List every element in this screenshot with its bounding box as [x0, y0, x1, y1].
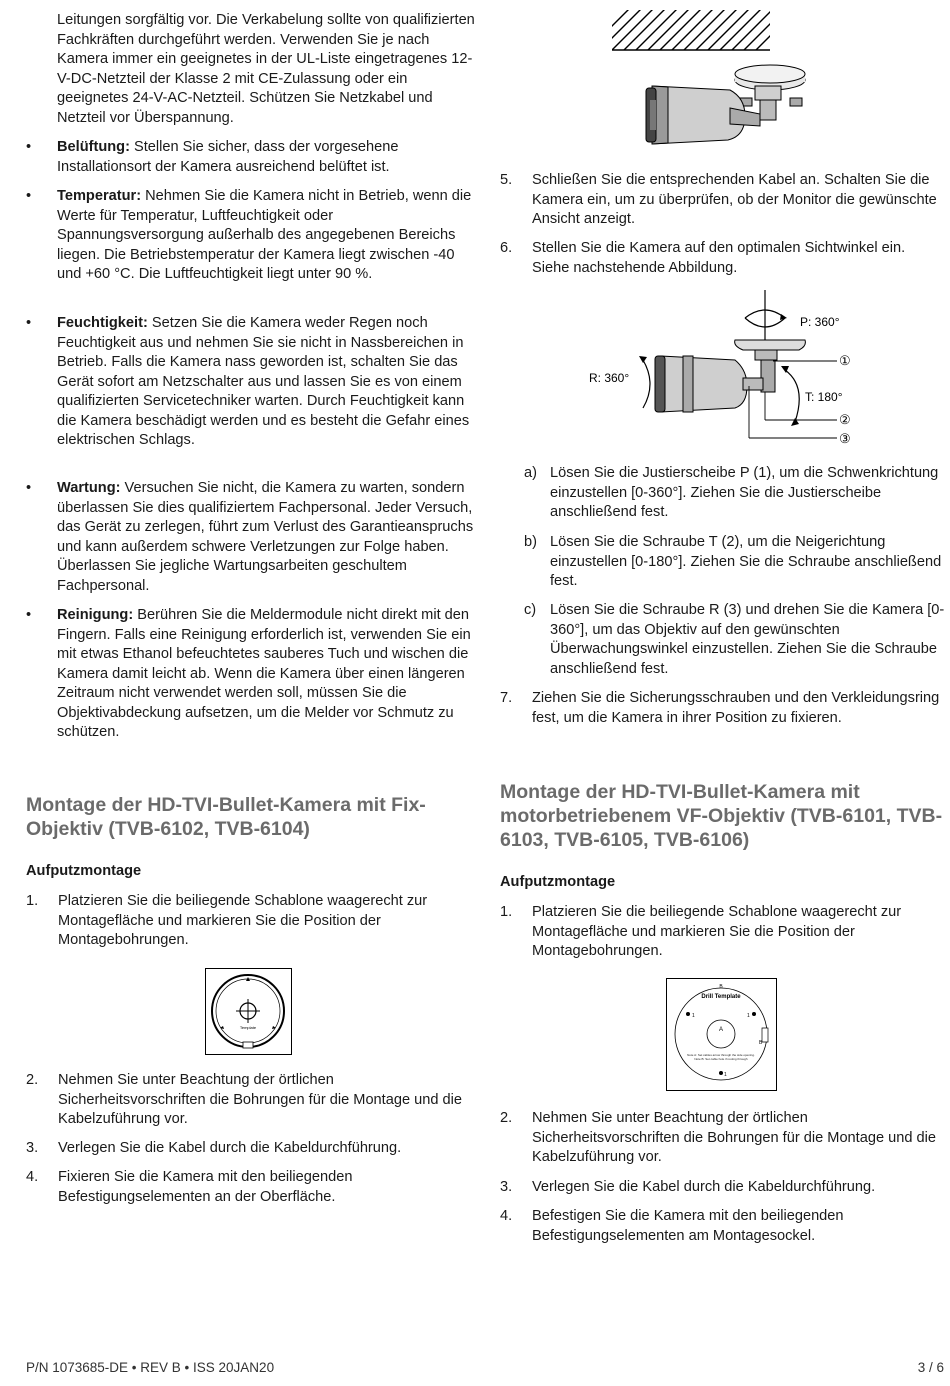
step-text: Platzieren Sie die beiliegende Schablone waagerecht zur Montagefläche und markieren Sie die Position der Montagebohrungen.	[532, 904, 902, 959]
bullet-maintenance	[26, 479, 474, 599]
drill-template-figure	[666, 978, 777, 1091]
step-number: 1.	[500, 904, 513, 920]
bullet-text: Setzen Sie die Kamera weder Regen noch Feuchtigkeit aus und nehmen Sie sie nicht in Nassbereichen in Betrieb. Falls die Kamera nass geworden ist, schalten Sie das Gerät sofort am Netzschalter aus und lassen Sie es von einem qualifizierten Servicetechniker warten. Durch Feuchtigkeit kann die Kamera beschädigt werden und es besteht die Gefahr eines elektrischen Schlags.	[57, 315, 470, 448]
bullet-text: Versuchen Sie nicht, die Kamera zu warten, sondern überlassen Sie dies qualifiziertem Fachpersonal. Jeder Versuch, das Gerät zu zerlegen, führt zum Verlust des Garantieanspruchs und kann außerdem schwere Verletzungen zur Folge haben. Überlassen Sie jegliche Wartungsarbeiten geschultem Fachpersonal.	[57, 480, 474, 594]
bullet-dot: •	[26, 607, 32, 623]
step-number: 4.	[26, 1169, 39, 1185]
step-number: 4.	[500, 1208, 513, 1224]
bullet-title: Feuchtigkeit:	[57, 315, 148, 331]
subheading-surface-mount: Aufputzmontage	[500, 874, 616, 890]
template-one-left: 1	[692, 1013, 695, 1019]
substep-letter: b)	[524, 534, 537, 550]
substep-letter: a)	[524, 465, 537, 481]
left-step-2	[26, 1071, 474, 1131]
right-step-1	[500, 903, 946, 963]
step-text: Verlegen Sie die Kabel durch die Kabeldurchführung.	[532, 1179, 876, 1195]
left-step-4	[26, 1168, 474, 1208]
step-text: Schließen Sie die entsprechenden Kabel an. Schalten Sie die Kamera ein, um zu überprüfen, ob der Monitor die gewünschte Ansicht anzeigt.	[532, 172, 937, 227]
roll-label: R: 360°	[589, 371, 630, 385]
template-a: A	[718, 1027, 724, 1033]
callout-3: ③	[839, 431, 851, 446]
intro-paragraph: Leitungen sorgfältig vor. Die Verkabelung sollte von qualifizierten Fachkräften durchgeführt werden. Verwenden Sie je nach Kamera immer ein geeignetes in der UL-Liste eingetragenes 12-V-DC-Netzteil der Klasse 2 mit CE-Zulassung oder ein geeignetes 24-V-AC-Netzteil. Schützen Sie Netzkabel und Netzteil vor Überspannung.	[57, 12, 475, 126]
bullet-title: Belüftung:	[57, 139, 130, 155]
right-step-7	[500, 689, 946, 749]
template-b-right: B	[759, 1040, 763, 1046]
substep-b	[524, 533, 946, 593]
step-number: 7.	[500, 690, 513, 706]
tilt-label: T: 180°	[805, 390, 843, 404]
bullet-title: Temperatur:	[57, 188, 142, 204]
right-step-3	[500, 1178, 946, 1198]
section-heading-motorized-lens: Montage der HD-TVI-Bullet-Kamera mit motorbetriebenem VF-Objektiv (TVB-6101, TVB-6103, TVB-6105, TVB-6106)	[500, 781, 943, 851]
step-text: Fixieren Sie die Kamera mit den beiliegenden Befestigungselementen an der Oberfläche.	[58, 1169, 353, 1205]
right-step-4	[500, 1207, 946, 1247]
bullet-temperature	[26, 187, 474, 307]
pan-label: P: 360°	[800, 315, 840, 329]
footer-part-number: P/N 1073685-DE • REV B • ISS 20JAN20	[26, 1360, 275, 1375]
substep-a	[524, 464, 946, 524]
bullet-moisture	[26, 314, 474, 474]
substep-text: Lösen Sie die Justierscheibe P (1), um die Schwenkrichtung einzustellen [0-360°]. Ziehen Sie die Justierscheibe anschließend fest.	[550, 465, 939, 520]
camera-adjustment-diagram	[585, 290, 865, 450]
bullet-ventilation	[26, 138, 474, 178]
step-number: 3.	[26, 1140, 39, 1156]
bullet-text: Berühren Sie die Meldermodule nicht direkt mit den Fingern. Falls eine Reinigung erforderlich ist, verwenden Sie ein mit etwas Ethanol befeuchtetes sauberes Tuch und wischen die Kamera damit leicht ab. Wenn die Kamera über einen längeren Zeitraum nicht verwendet werden soll, müssen Sie die Objektivabdeckung aufsetzen, um die Melder vor Schmutz zu schützen.	[57, 607, 471, 740]
template-title: Drill Template	[701, 994, 741, 1000]
step-number: 2.	[500, 1110, 513, 1126]
template-one-bottom: 1	[724, 1072, 727, 1078]
substep-c	[524, 601, 948, 681]
step-text: Stellen Sie die Kamera auf den optimalen Sichtwinkel ein. Siehe nachstehende Abbildung.	[532, 240, 906, 276]
step-text: Befestigen Sie die Kamera mit den beiliegenden Befestigungselementen am Montagesockel.	[532, 1208, 844, 1244]
bullet-text: Nehmen Sie die Kamera nicht in Betrieb, wenn die Werte für Temperatur, Luftfeuchtigkeit oder Spannungsversorgung außerhalb des angegebenen Bereichs liegen. Die Betriebstemperatur der Kamera liegt zwischen -40 und +60 °C. Die Luftfeuchtigkeit liegt unter 90 %.	[57, 188, 472, 282]
right-step-6	[500, 239, 946, 279]
substep-letter: c)	[524, 602, 537, 618]
step-text: Platzieren Sie die beiliegende Schablone waagerecht zur Montagefläche und markieren Sie die Position der Montagebohrungen.	[58, 893, 428, 948]
right-step-2	[500, 1109, 946, 1169]
step-number: 1.	[26, 893, 39, 909]
step-number: 5.	[500, 172, 513, 188]
callout-1: ①	[839, 353, 851, 368]
step-number: 6.	[500, 240, 513, 256]
left-step-3	[26, 1139, 474, 1159]
bullet-title: Wartung:	[57, 480, 121, 496]
fixed-lens-template-figure	[205, 968, 292, 1055]
step-number: 2.	[26, 1072, 39, 1088]
step-number: 3.	[500, 1179, 513, 1195]
step-text: Verlegen Sie die Kabel durch die Kabeldurchführung.	[58, 1140, 402, 1156]
bullet-text: Stellen Sie sicher, dass der vorgesehene Installationsort der Kamera ausreichend belüftet ist.	[57, 139, 399, 175]
bullet-dot: •	[26, 480, 32, 496]
right-step-5	[500, 171, 946, 231]
template-one-right: 1	[747, 1013, 750, 1019]
left-step-1	[26, 892, 474, 952]
bullet-dot: •	[26, 188, 32, 204]
substep-text: Lösen Sie die Schraube R (3) und drehen Sie die Kamera [0-360°], um das Objektiv auf den gewünschten Überwachungswinkel einzustellen. Ziehen Sie die Schraube anschließend fest.	[550, 602, 945, 677]
template-note: Note A: Set cables arrow through the side opening. Note B: Set cable hole if routing through	[687, 1054, 755, 1061]
bullet-title: Reinigung:	[57, 607, 134, 623]
bullet-dot: •	[26, 139, 32, 155]
step-text: Ziehen Sie die Sicherungsschrauben und den Verkleidungsring fest, um die Kamera in ihrer Position zu fixieren.	[532, 690, 940, 726]
template-label: Template	[239, 1025, 257, 1030]
bullet-cleaning	[26, 606, 474, 766]
subheading-surface-mount: Aufputzmontage	[26, 863, 142, 879]
camera-ceiling-mount-figure	[610, 8, 810, 158]
callout-2: ②	[839, 412, 851, 427]
step-text: Nehmen Sie unter Beachtung der örtlichen Sicherheitsvorschriften die Bohrungen für die Montage und die Kabelzuführung vor.	[532, 1110, 937, 1165]
step-text: Nehmen Sie unter Beachtung der örtlichen Sicherheitsvorschriften die Bohrungen für die Montage und die Kabelzuführung vor.	[58, 1072, 463, 1127]
template-b-top: B	[719, 984, 723, 990]
bullet-dot: •	[26, 315, 32, 331]
substep-text: Lösen Sie die Schraube T (2), um die Neigerichtung einzustellen [0-180°]. Ziehen Sie die Schraube anschließend fest.	[550, 534, 942, 589]
footer-page-number: 3 / 6	[917, 1360, 944, 1375]
section-heading-fixed-lens: Montage der HD-TVI-Bullet-Kamera mit Fix-Objektiv (TVB-6102, TVB-6104)	[26, 794, 426, 840]
